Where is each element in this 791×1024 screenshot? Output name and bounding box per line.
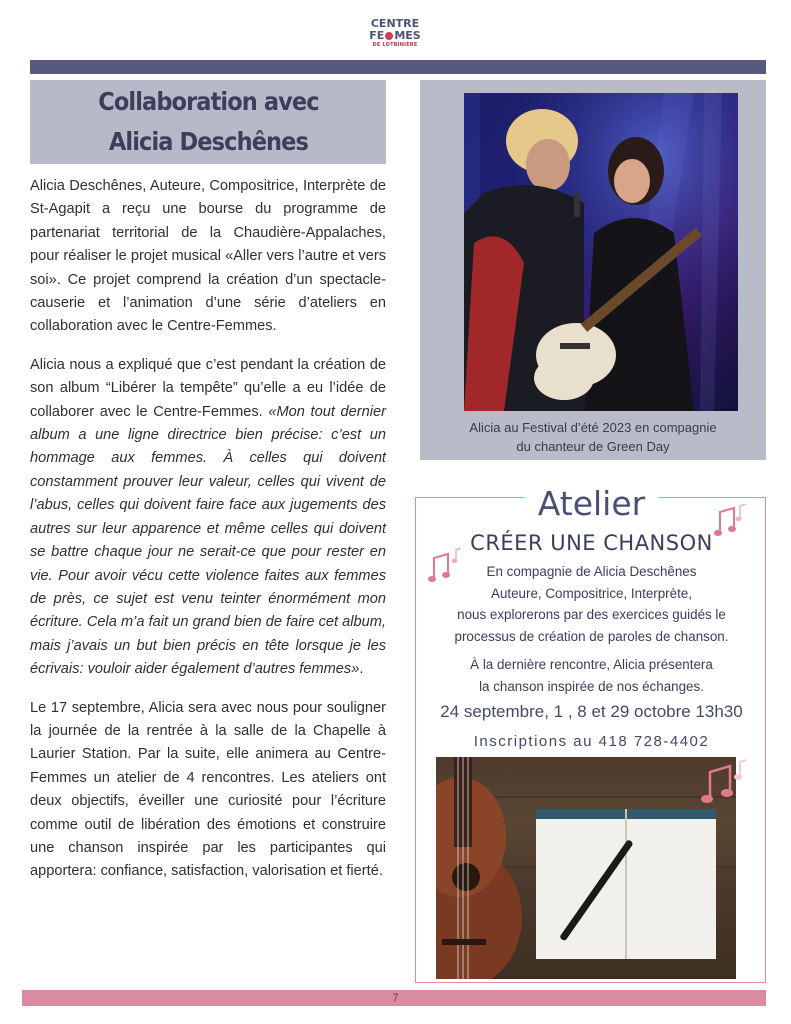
- page-number: 7: [392, 992, 399, 1004]
- workshop-subtitle: CRÉER UNE CHANSON: [470, 531, 713, 555]
- article-paragraph-2: Alicia nous a expliqué que c’est pendant la création de son album “Libérer la tempête” qu’elle a eu l’idée de collaborer avec le Centre-Femmes. «Mon tout dernier album a une ligne directrice bien précise: c’est un hommage aux femmes. À celles qui doivent constamment prouver leur valeur, celles qui vivent de l’abus, celles qui doivent faire face aux jugements des autres sur leur apparence et même celles qui doivent se battre chaque jour ne serait-ce que pour rester en vie. Pour avoir vécu cette violence faites aux femmes de près, ce sujet est venu teinter énormément mon écriture. Cela m’a fait un grand bien de faire cet album, mais j’avais un but bien précis en tête lorsque je les écrivais: vouloir aider également d’autres femmes».: [30, 356, 386, 678]
- photo-caption-line1: Alicia au Festival d’été 2023 en compagnie: [469, 420, 717, 435]
- workshop-dates: 24 septembre, 1 , 8 et 29 octobre 13h30: [440, 702, 743, 721]
- header-bar: [30, 60, 766, 74]
- music-notes-icon: [714, 504, 750, 544]
- photo-card: [420, 80, 766, 460]
- article-title-line1: Collaboration avec: [97, 87, 319, 116]
- concert-photo: [464, 93, 738, 411]
- article-quote: «Mon tout dernier album a une ligne directrice bien précise: c’est un hommage aux femmes. À celles qui doivent constamment prouver leur valeur, celles qui vivent de l’abus, celles qui doivent faire face aux jugements des autres sur leur apparence et même celles qui doivent se battre chaque jour ne serait-ce que pour rester en vie. Pour avoir vécu cette violence faites aux femmes de près, ce sujet est venu teinter énormément mon écriture. Cela m’a fait un grand bien de faire cet album, mais j’avais un but bien précis en tête lorsque je les écrivais: vouloir aider également d’autres femmes»: [30, 403, 386, 678]
- article-heading-box: [30, 80, 386, 164]
- article-body: [30, 175, 386, 899]
- music-notes-icon: [428, 548, 464, 588]
- centre-femmes-logo: [362, 18, 428, 62]
- workshop-card: [415, 484, 766, 983]
- workshop-final-note: À la dernière rencontre, Alicia présentera la chanson inspirée de nos échanges.: [470, 657, 713, 694]
- photo-caption-line2: du chanteur de Green Day: [516, 439, 670, 454]
- article-paragraph-3: Le 17 septembre, Alicia sera avec nous pour souligner la journée de la rentrée à la salle de la Chapelle à Laurier Station. Par la suite, elle animera au Centre-Femmes un atelier de 4 rencontres. Les ateliers ont deux objectifs, éveiller une curiosité pour l’écriture comme outil de libération des émotions et construire une chanson inspirée par les participantes qui apportera: confiance, satisfaction, valorisation et fierté.: [30, 699, 386, 880]
- article-title: [98, 82, 318, 162]
- logo-line2: FE MES: [369, 29, 421, 42]
- concert-photo-illustration: [464, 93, 738, 411]
- workshop-registration-phone[interactable]: Inscriptions au 418 728-4402: [473, 733, 710, 750]
- logo-line1: CENTRE: [370, 17, 420, 30]
- logo-line3: DE LOTBINIÈRE: [372, 42, 418, 48]
- workshop-title: Atelier: [524, 484, 659, 523]
- ukulele-notebook-illustration: [436, 757, 736, 979]
- article-paragraph-1: Alicia Deschênes, Auteure, Compositrice, Interprète de St-Agapit a reçu une bourse du programme de partenariat territorial de la Chaudière-Appalaches, pour réaliser le projet musical «Aller vers l’autre et vers soi». Ce projet comprend la création d’un spectacle-causerie et l’animation d’une série d’ateliers en collaboration avec le Centre-Femmes.: [30, 178, 386, 335]
- logo-heart-icon: [385, 32, 393, 40]
- article-title-line2: Alicia Deschênes: [108, 127, 308, 156]
- music-notes-icon: [700, 758, 750, 810]
- workshop-description: En compagnie de Alicia Deschênes Auteure, Compositrice, Interprète, nous explorerons par des exercices guidés le processus de création de paroles de chanson.: [454, 564, 729, 644]
- photo-caption: [420, 418, 766, 456]
- ukulele-notebook-photo: [436, 757, 736, 979]
